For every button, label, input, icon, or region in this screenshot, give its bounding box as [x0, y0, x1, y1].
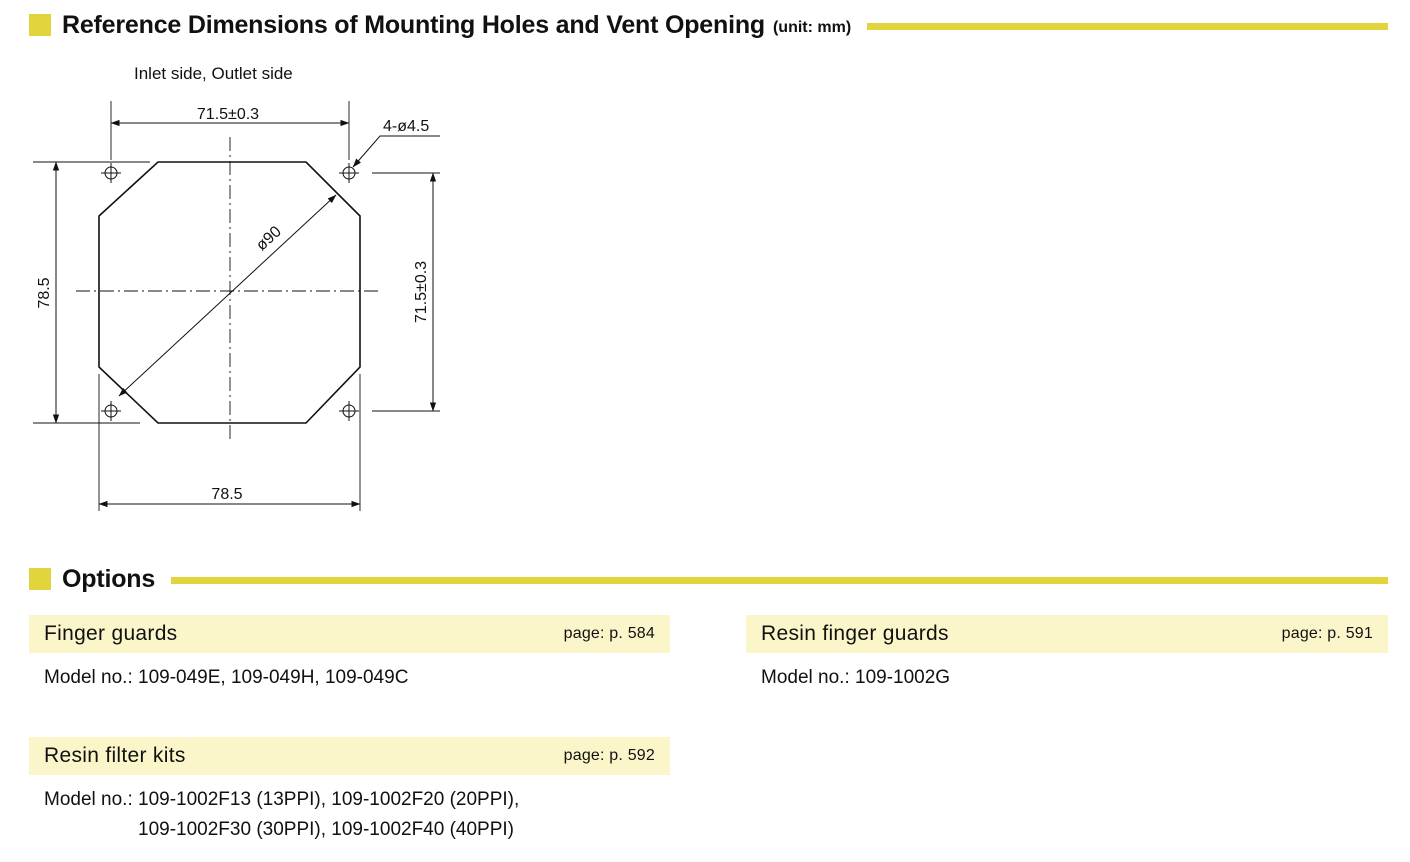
option-page-ref[interactable]: page: p. 591 [1281, 625, 1373, 642]
option-name: Resin filter kits [44, 744, 186, 767]
mounting-hole [101, 163, 121, 183]
option-finger-guards-models [44, 663, 408, 693]
option-page-ref[interactable]: page: p. 584 [563, 625, 655, 642]
drawing-caption: Inlet side, Outlet side [134, 64, 293, 83]
option-page-ref[interactable]: page: p. 592 [563, 747, 655, 764]
option-resin-filter-kits-models [44, 785, 519, 845]
section-marker-square [29, 568, 51, 590]
model-value: 109-1002F13 (13PPI), 109-1002F20 (20PPI), [138, 789, 520, 810]
section-rule [867, 23, 1388, 30]
section-title: Options [62, 564, 156, 593]
dim-hole-diameter: 4-ø4.5 [383, 118, 430, 135]
dim-bottom-width: 78.5 [211, 486, 243, 503]
option-finger-guards-header [29, 615, 670, 653]
mounting-hole [339, 163, 359, 183]
dim-left-height: 78.5 [36, 277, 54, 309]
dim-vent-diameter: ø90 [253, 223, 285, 255]
option-name: Resin finger guards [761, 622, 949, 645]
model-value: 109-049E, 109-049H, 109-049C [138, 667, 409, 688]
mounting-dimensions-drawing [0, 0, 480, 530]
option-resin-finger-guards-models [761, 663, 950, 693]
mounting-hole [339, 401, 359, 421]
section-rule [171, 577, 1388, 584]
options-section-header [29, 563, 1388, 595]
model-value: 109-1002G [855, 667, 951, 688]
option-resin-filter-kits-header [29, 737, 670, 775]
dim-right-pitch: 71.5±0.3 [413, 260, 431, 324]
option-name: Finger guards [44, 622, 178, 645]
mounting-hole [101, 401, 121, 421]
model-label: Model no.: [44, 789, 138, 810]
hole-leader [353, 136, 440, 167]
diameter-line [119, 195, 336, 396]
dim-top-pitch: 71.5±0.3 [196, 106, 260, 123]
section-title: Reference Dimensions of Mounting Holes and Vent Opening [62, 10, 765, 39]
model-label: Model no.: [761, 667, 855, 688]
vent-opening-outline [99, 162, 360, 423]
unit-note: (unit: mm) [772, 19, 852, 36]
model-value: 109-1002F30 (30PPI), 109-1002F40 (40PPI) [138, 819, 515, 840]
model-label: Model no.: [44, 667, 138, 688]
option-resin-finger-guards-header [746, 615, 1388, 653]
